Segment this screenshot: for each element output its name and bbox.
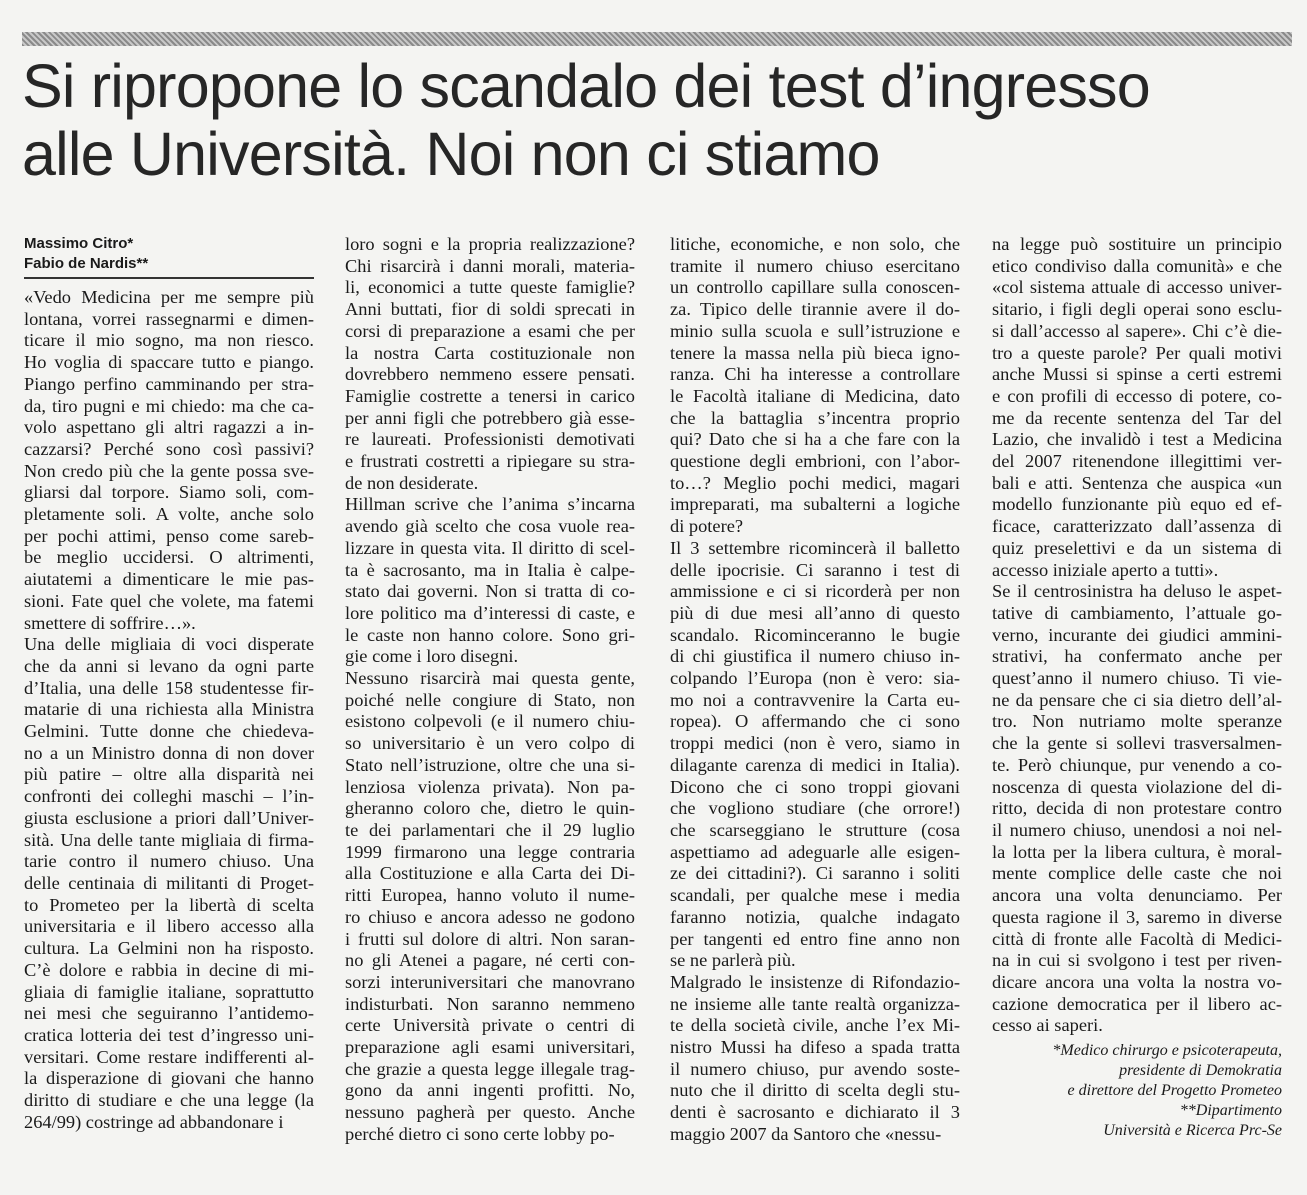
article-text-line: che vogliono studiare (che orrore!) — [670, 798, 960, 819]
article-text-line: qui? Dato che si ha a che fare con la — [670, 429, 960, 450]
article-text-line: Gelmini. Tutte donne che chiedeva- — [24, 721, 314, 742]
article-text-line: esistono colpevoli (e il numero chiu- — [345, 711, 635, 732]
article-text-line: di potere? — [670, 516, 744, 537]
header-rule — [22, 32, 1292, 46]
article-text-line: re laureati. Professionisti demotivati — [345, 429, 635, 450]
article-text-line: «Vedo Medicina per me sempre più — [24, 287, 314, 307]
article-text-line: ropea). O affermando che ci sono — [670, 711, 960, 732]
footnote-line: Università e Ricerca Prc-Se — [1103, 1122, 1282, 1140]
article-text-line: Il 3 settembre ricomincerà il balletto — [670, 537, 960, 558]
article-text-line: lore politico ma d’interessi di caste, e — [345, 602, 635, 623]
article-text-line: matarie di una richiesta alla Ministra — [24, 699, 314, 720]
article-text-line: impreparati, ma subalterni a logiche — [670, 494, 960, 515]
article-text-line: per pochi attimi, penso come sareb- — [24, 525, 314, 546]
headline-line-2: alle Università. Noi non ci stiamo — [22, 120, 880, 188]
article-text-line: li, economici a tutte queste famiglie? — [345, 277, 635, 298]
footnote-line: **Dipartimento — [1179, 1102, 1282, 1120]
article-text-line: tro a queste parole? Per quali motivi — [992, 342, 1282, 363]
article-text-line: «col sistema attuale di accesso univer- — [992, 277, 1282, 298]
article-text-line: Stato nell’istruzione, oltre che una si- — [345, 754, 635, 775]
article-text-line: che grazie a questa legge illegale trag- — [345, 1058, 635, 1079]
article-text-line: la disperazione di giovani che hanno — [24, 1068, 314, 1089]
article-text-line: sioni. Fate quel che volete, ma fatemi — [24, 590, 314, 611]
article-text-line: na legge può sostituire un principio — [992, 234, 1282, 254]
article-text-line: versitari. Come restare indifferenti al- — [24, 1046, 314, 1067]
article-text-line: sorzi interuniversitari che manovrano — [345, 971, 635, 992]
article-text-line: denti è sacrosanto e dichiarato il 3 — [670, 1102, 960, 1123]
article-text-line: te della società civile, anche l’ex Mi- — [670, 1015, 960, 1036]
article-text-line: nei mesi che seguiranno l’antidemo- — [24, 1003, 314, 1024]
article-text-line: ritti Europea, hanno voluto il nume- — [345, 885, 635, 906]
article-text-line: ticare il mio sogno, ma non riesco. — [24, 330, 314, 351]
article-text-line: Piango perfino camminando per stra- — [24, 373, 314, 394]
article-text-line: tro. Non nutriamo molte speranze — [992, 711, 1282, 732]
article-text-line: il numero chiuso, unendosi a noi nel- — [992, 819, 1282, 840]
article-text-line: avendo già scelto che cosa vuole rea- — [345, 516, 635, 537]
article-text-line: indisturbati. Non saranno nemmeno — [345, 993, 635, 1014]
article-text-line: preparazione agli esami universitari, — [345, 1037, 635, 1058]
footnote-line: presidente di Demokratia — [1119, 1062, 1282, 1080]
article-text-line: alla Costituzione e alla Carta dei Di- — [345, 863, 635, 884]
article-text-line: cultura. La Gelmini non ha risposto. — [24, 938, 314, 959]
article-text-line: 264/99) costringe ad abbandonare i — [24, 1111, 284, 1132]
article-text-line: gie come i loro disegni. — [345, 646, 519, 667]
article-text-line: lenziosa violenza privata). Non pa- — [345, 776, 635, 797]
article-text-line: ro chiuso e ancora adesso ne godono — [345, 906, 635, 927]
footnote-line: e direttore del Progetto Prometeo — [1067, 1082, 1282, 1100]
byline — [24, 234, 314, 279]
article-text-line: litiche, economiche, e non solo, che — [670, 234, 960, 254]
author-name: Fabio de Nardis** — [24, 255, 149, 272]
article-text-line: mente complice delle caste che noi — [992, 863, 1282, 884]
article-text-line: aspettiamo ad adeguarle alle esigen- — [670, 841, 960, 862]
article-text-line: Dicono che ci sono troppi giovani — [670, 776, 960, 797]
article-text-line: Hillman scrive che l’anima s’incarna — [345, 494, 635, 515]
article-text-line: verno, incurante dei giudici ammini- — [992, 624, 1282, 645]
article-text-line: bali e atti. Sentenza che auspica «un — [992, 472, 1282, 493]
article-text-line: lontana, vorrei rassegnarmi e dimen- — [24, 308, 314, 329]
article-text-line: delle ipocrisie. Ci saranno i test di — [670, 559, 960, 580]
article-text-line: confronti dei colleghi maschi – l’in- — [24, 786, 314, 807]
article-text-line: gheranno coloro che, dietro le quin- — [345, 798, 635, 819]
article-text-line: tative di cambiamento, l’attuale go- — [992, 602, 1282, 623]
article-text-line: noscenza di questa violazione del di- — [992, 776, 1282, 797]
article-text-line: modello funzionante più equo ed ef- — [992, 494, 1282, 515]
article-text-line: lizzare in questa vita. Il diritto di scel- — [345, 537, 635, 558]
article-text-line: cratica lotteria dei test d’ingresso uni- — [24, 1024, 314, 1045]
article-column-1 — [24, 234, 314, 1133]
headline-line-1: Si ripropone lo scandalo dei test d’ingresso — [22, 52, 1150, 120]
article-text-line: colpando l’Europa (non è vero: sia- — [670, 668, 960, 689]
article-text-line: ficace, caratterizzato dall’assenza di — [992, 516, 1282, 537]
article-text-line: ne insieme alle tante realtà organizza- — [670, 993, 960, 1014]
article-column-3 — [670, 234, 960, 1146]
article-text-line: pletamente soli. A volte, anche solo — [24, 504, 314, 525]
article-text-line: to Prometeo per la libertà di scelta — [24, 894, 314, 915]
article-text-line: aiutatemi a dimenticare le mie pas- — [24, 569, 314, 590]
author-name: Massimo Citro* — [24, 235, 134, 252]
article-text-line: be meglio uccidersi. O altrimenti, — [24, 547, 314, 568]
article-text-line: la nostra Carta costituzionale non — [345, 342, 635, 363]
article-text-line: Lazio, che invalidò i test a Medicina — [992, 429, 1282, 450]
article-text-line: e frustrati costretti a ripiegare su stra- — [345, 451, 635, 472]
article-text-line: Se il centrosinistra ha deluso le aspet- — [992, 581, 1282, 602]
article-text-line: volo aspettano gli altri ragazzi a in- — [24, 417, 314, 438]
article-text-line: le Facoltà italiane di Medicina, dato — [670, 385, 960, 406]
article-text-line: gono da anni ingenti profitti. No, — [345, 1080, 635, 1101]
article-text-line: sitario, i figli degli operai sono esclu- — [992, 299, 1282, 320]
article-text-line: Chi risarcirà i danni morali, materia- — [345, 255, 635, 276]
article-text-line: Ho voglia di spaccare tutto e piango. — [24, 352, 314, 373]
article-text-line: i frutti sul dolore di altri. Non saran- — [345, 928, 635, 949]
article-text-line: più di due mesi all’anno di questo — [670, 602, 960, 623]
article-text-line: questione degli embrioni, con l’abor- — [670, 451, 960, 472]
footnotes — [992, 1041, 1282, 1141]
article-text-line: il numero chiuso, pur avendo soste- — [670, 1058, 960, 1079]
article-text-line: no gli Atenei a pagare, né certi con- — [345, 950, 635, 971]
article-text-line: cazzarsi? Perché sono così passivi? — [24, 438, 314, 459]
article-text-line: da, tiro pugni e mi chiedo: ma che ca- — [24, 395, 314, 416]
article-text-line: la lotta per la libera cultura, è moral- — [992, 841, 1282, 862]
article-text-line: stato dai governi. Non si tratta di co- — [345, 581, 635, 602]
article-text-line: gliaia di famiglie italiane, soprattutto — [24, 981, 314, 1002]
article-text-line: quest’anno il numero chiuso. Ti vie- — [992, 668, 1282, 689]
article-column-2 — [345, 234, 635, 1146]
article-text-line: cazione democratica per il libero ac- — [992, 993, 1282, 1014]
article-text-line: Non credo più che la gente possa sve- — [24, 460, 314, 481]
article-text-line: te dei parlamentari che il 29 luglio — [345, 819, 635, 840]
article-text-line: Famiglie costrette a tenersi in carico — [345, 385, 635, 406]
article-text-line: tramite il numero chiuso esercitano — [670, 255, 960, 276]
article-text-line: delle centinaia di militanti di Proget- — [24, 872, 314, 893]
article-text-line: ne da pensare che ci sia dietro dell’al- — [992, 689, 1282, 710]
article-text-line: maggio 2007 da Santoro che «nessu- — [670, 1123, 942, 1144]
article-text-line: e con profili di eccesso di potere, co- — [992, 385, 1282, 406]
article-text-line: gliarsi dal torpore. Siamo soli, com- — [24, 482, 314, 503]
article-text-line: Una delle migliaia di voci disperate — [24, 634, 314, 655]
article-text-line: questa ragione il 3, saremo in diverse — [992, 906, 1282, 927]
article-text-line: cesso ai saperi. — [992, 1015, 1103, 1036]
article-text-line: per tangenti ed entro fine anno non — [670, 928, 960, 949]
article-text-line: mo noi a contravvenire la Carta eu- — [670, 689, 960, 710]
article-text-line: ta è sacrosanto, ma in Italia è calpe- — [345, 559, 635, 580]
article-text-line: più patire – oltre alla disparità nei — [24, 764, 314, 785]
article-text-line: ancora una volta denunciamo. Per — [992, 885, 1282, 906]
article-text-line: de non desiderate. — [345, 472, 479, 493]
article-text-line: to…? Meglio pochi medici, magari — [670, 472, 960, 493]
article-headline — [22, 52, 1292, 188]
article-text-line: ritto, decida di non protestare contro — [992, 798, 1282, 819]
article-text-line: perché dietro ci sono certe lobby po- — [345, 1123, 615, 1144]
article-text-line: tarie contro il numero chiuso. Una — [24, 851, 314, 872]
article-text-line: che scarseggiano le strutture (cosa — [670, 819, 960, 840]
article-text-line: me da recente sentenza del Tar del — [992, 407, 1282, 428]
article-text-line: si dall’accesso al sapere». Chi c’è die- — [992, 320, 1282, 341]
article-text-line: corsi di preparazione a esami che per — [345, 320, 635, 341]
article-text-line: minio sulla scuola e sull’istruzione e — [670, 320, 960, 341]
article-text-line: accesso iniziale aperto a tutti». — [992, 559, 1219, 580]
article-text-line: del 2007 ritenendone illegittimi ver- — [992, 451, 1282, 472]
article-column-4 — [992, 234, 1282, 1141]
article-text-line: ammissione e ci si ricorderà per non — [670, 581, 960, 602]
article-text-line: ze dei cittadini?). Ci saranno i soliti — [670, 863, 960, 884]
article-text-line: scandalo. Ricominceranno le bugie — [670, 624, 960, 645]
footnote-line: *Medico chirurgo e psicoterapeuta, — [1052, 1042, 1282, 1060]
article-text-line: nuto che il diritto di scelta degli stu- — [670, 1080, 960, 1101]
article-text-line: città di fronte alle Facoltà di Medici- — [992, 928, 1282, 949]
article-text-line: faranno notizia, qualche indagato — [670, 906, 960, 927]
article-text-line: dicare ancora una volta la nostra vo- — [992, 971, 1282, 992]
article-text-line: dovrebbero nemmeno essere pensati. — [345, 364, 635, 385]
article-text-line: scandali, per qualche mese i media — [670, 885, 960, 906]
article-text-line: etico condiviso dalla comunità» e che — [992, 255, 1282, 276]
article-text-line: nistro Mussi ha difeso a spada tratta — [670, 1037, 960, 1058]
article-text-line: d’Italia, una delle 158 studentesse fir- — [24, 677, 314, 698]
article-text-line: quiz preselettivi e da un sistema di — [992, 537, 1282, 558]
article-text-line: le caste non hanno colore. Sono gri- — [345, 624, 635, 645]
article-text-line: dilagante carenza di medici in Italia). — [670, 754, 960, 775]
article-text-line: te. Però chiunque, pur venendo a co- — [992, 754, 1282, 775]
article-text-line: universitaria e il libero accesso alla — [24, 916, 314, 937]
article-text-line: anche Mussi si spinse a certi estremi — [992, 364, 1282, 385]
article-text-line: per anni figli che potrebbero già esse- — [345, 407, 635, 428]
article-text-line: sità. Una delle tante migliaia di firma- — [24, 829, 314, 850]
article-text-line: troppi medici (non è vero, siamo in — [670, 733, 960, 754]
article-text-line: tenere la massa nella più bieca igno- — [670, 342, 960, 363]
article-text-line: Malgrado le insistenze di Rifondazio- — [670, 971, 960, 992]
article-text-line: Anni buttati, fior di soldi sprecati in — [345, 299, 635, 320]
article-text-line: loro sogni e la propria realizzazione? — [345, 234, 635, 254]
article-text-line: poiché nelle congiure di Stato, non — [345, 689, 635, 710]
article-text-line: strativi, ha confermato anche per — [992, 646, 1282, 667]
article-text-line: nessuno pagherà per questo. Anche — [345, 1102, 635, 1123]
article-text-line: 1999 firmarono una legge contraria — [345, 841, 635, 862]
article-text-line: giusta esclusione a priori dall’Univer- — [24, 807, 314, 828]
article-text-line: che la battaglia s’incentra proprio — [670, 407, 960, 428]
article-text-line: se ne parlerà più. — [670, 950, 796, 971]
article-text-line: ranza. Chi ha interesse a controllare — [670, 364, 960, 385]
article-text-line: C’è dolore e rabbia in decine di mi- — [24, 959, 314, 980]
article-text-line: no a un Ministro donna di non dover — [24, 742, 314, 763]
article-text-line: diritto di studiare e che una legge (la — [24, 1090, 314, 1111]
article-text-line: na in cui si svolgono i test per riven- — [992, 950, 1282, 971]
article-text-line: Nessuno risarcirà mai questa gente, — [345, 668, 635, 689]
article-text-line: che da anni si levano da ogni parte — [24, 655, 314, 676]
article-text-line: di chi giustifica il numero chiuso in- — [670, 646, 960, 667]
article-text-line: un controllo capillare sulla conoscen- — [670, 277, 960, 298]
article-text-line: smettere di soffrire…». — [24, 612, 196, 633]
article-text-line: za. Tipico delle tirannie avere il do- — [670, 299, 960, 320]
article-text-line: so universitario è un vero colpo di — [345, 733, 635, 754]
article-text-line: certe Università private o centri di — [345, 1015, 635, 1036]
article-text-line: che la gente si sollevi trasversalmen- — [992, 733, 1282, 754]
